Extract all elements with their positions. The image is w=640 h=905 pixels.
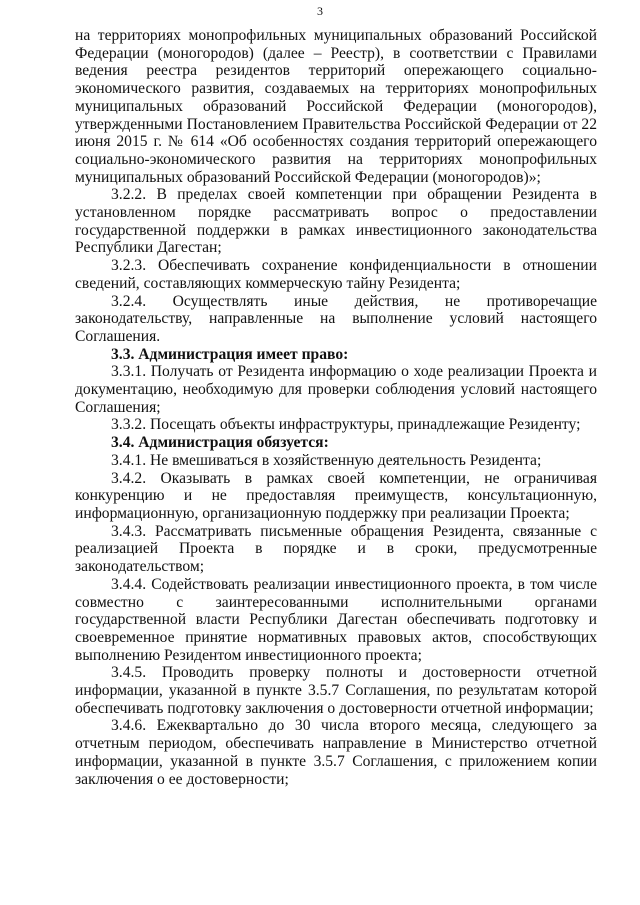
paragraph-reestr-continuation: на территориях монопрофильных муниципальных образований Российской Федерации (моногородов) (далее – Реестр), в соответствии с Правилами ведения реестра резидентов территорий опережающего социально-экономического развития, создаваемых на территориях монопрофильных муниципальных образований Российской Федерации (моногородов), утвержденными Постановлением Правительства Российской Федерации от 22 июня 2015 г. № 614 «Об особенностях создания территорий опережающего социально-экономического развития на территориях монопрофильных муниципальных образований Российской Федерации (моногородов)»; <box>75 27 597 186</box>
paragraph-3-4-3: 3.4.3. Рассматривать письменные обращения Резидента, связанные с реализацией Проекта в порядке и в сроки, предусмотренные законодательством; <box>75 522 597 576</box>
section-heading-3-3: 3.3. Администрация имеет право: <box>111 345 349 363</box>
paragraph-3-4-5: 3.4.5. Проводить проверку полноты и достоверности отчетной информации, указанной в пункте 3.5.7 Соглашения, по результатам которой обеспечивать подготовку заключения о достоверности отчетной информации; <box>75 664 597 717</box>
paragraph-3-4-2: 3.4.2. Оказывать в рамках своей компетенции, не ограничивая конкуренцию и не предоставляя преимуществ, консультационную, информационную, организационную поддержку при реализации Проекта; <box>75 469 597 522</box>
paragraph-3-3-1: 3.3.1. Получать от Резидента информацию о ходе реализации Проекта и документацию, необходимую для проверки соблюдения условий настоящего Соглашения; <box>75 363 597 416</box>
paragraph-3-2-3: 3.2.3. Обеспечивать сохранение конфиденциальности в отношении сведений, составляющих коммерческую тайну Резидента; <box>75 257 597 292</box>
paragraph-3-2-4: 3.2.4. Осуществлять иные действия, не противоречащие законодательству, направленные на выполнение условий настоящего Соглашения. <box>75 292 597 345</box>
paragraph-3-4-4: 3.4.4. Содействовать реализации инвестиционного проекта, в том числе совместно с заинтересованными исполнительными органами государственной власти Республики Дагестан обеспечивать подготовку и своевременное принятие нормативных правовых актов, способствующих выполнению Резидентом инвестиционного проекта; <box>75 575 597 664</box>
document-body <box>75 27 597 788</box>
paragraph-3-3-2: 3.3.2. Посещать объекты инфраструктуры, принадлежащие Резиденту; <box>111 416 581 434</box>
paragraph-3-4-1: 3.4.1. Не вмешиваться в хозяйственную деятельность Резидента; <box>111 451 542 469</box>
paragraph-3-4-6: 3.4.6. Ежеквартально до 30 числа второго месяца, следующего за отчетным периодом, обеспечивать направление в Министерство отчетной информации, указанной в пункте 3.5.7 Соглашения, с приложением копии заключения о ее достоверности; <box>75 717 597 788</box>
section-heading-3-4: 3.4. Администрация обязуется: <box>111 434 329 452</box>
paragraph-3-2-2: 3.2.2. В пределах своей компетенции при обращении Резидента в установленном порядке рассматривать вопрос о предоставлении государственной поддержки в рамках инвестиционного законодательства Республики Дагестан; <box>75 186 597 257</box>
page-number: 3 <box>317 4 323 18</box>
